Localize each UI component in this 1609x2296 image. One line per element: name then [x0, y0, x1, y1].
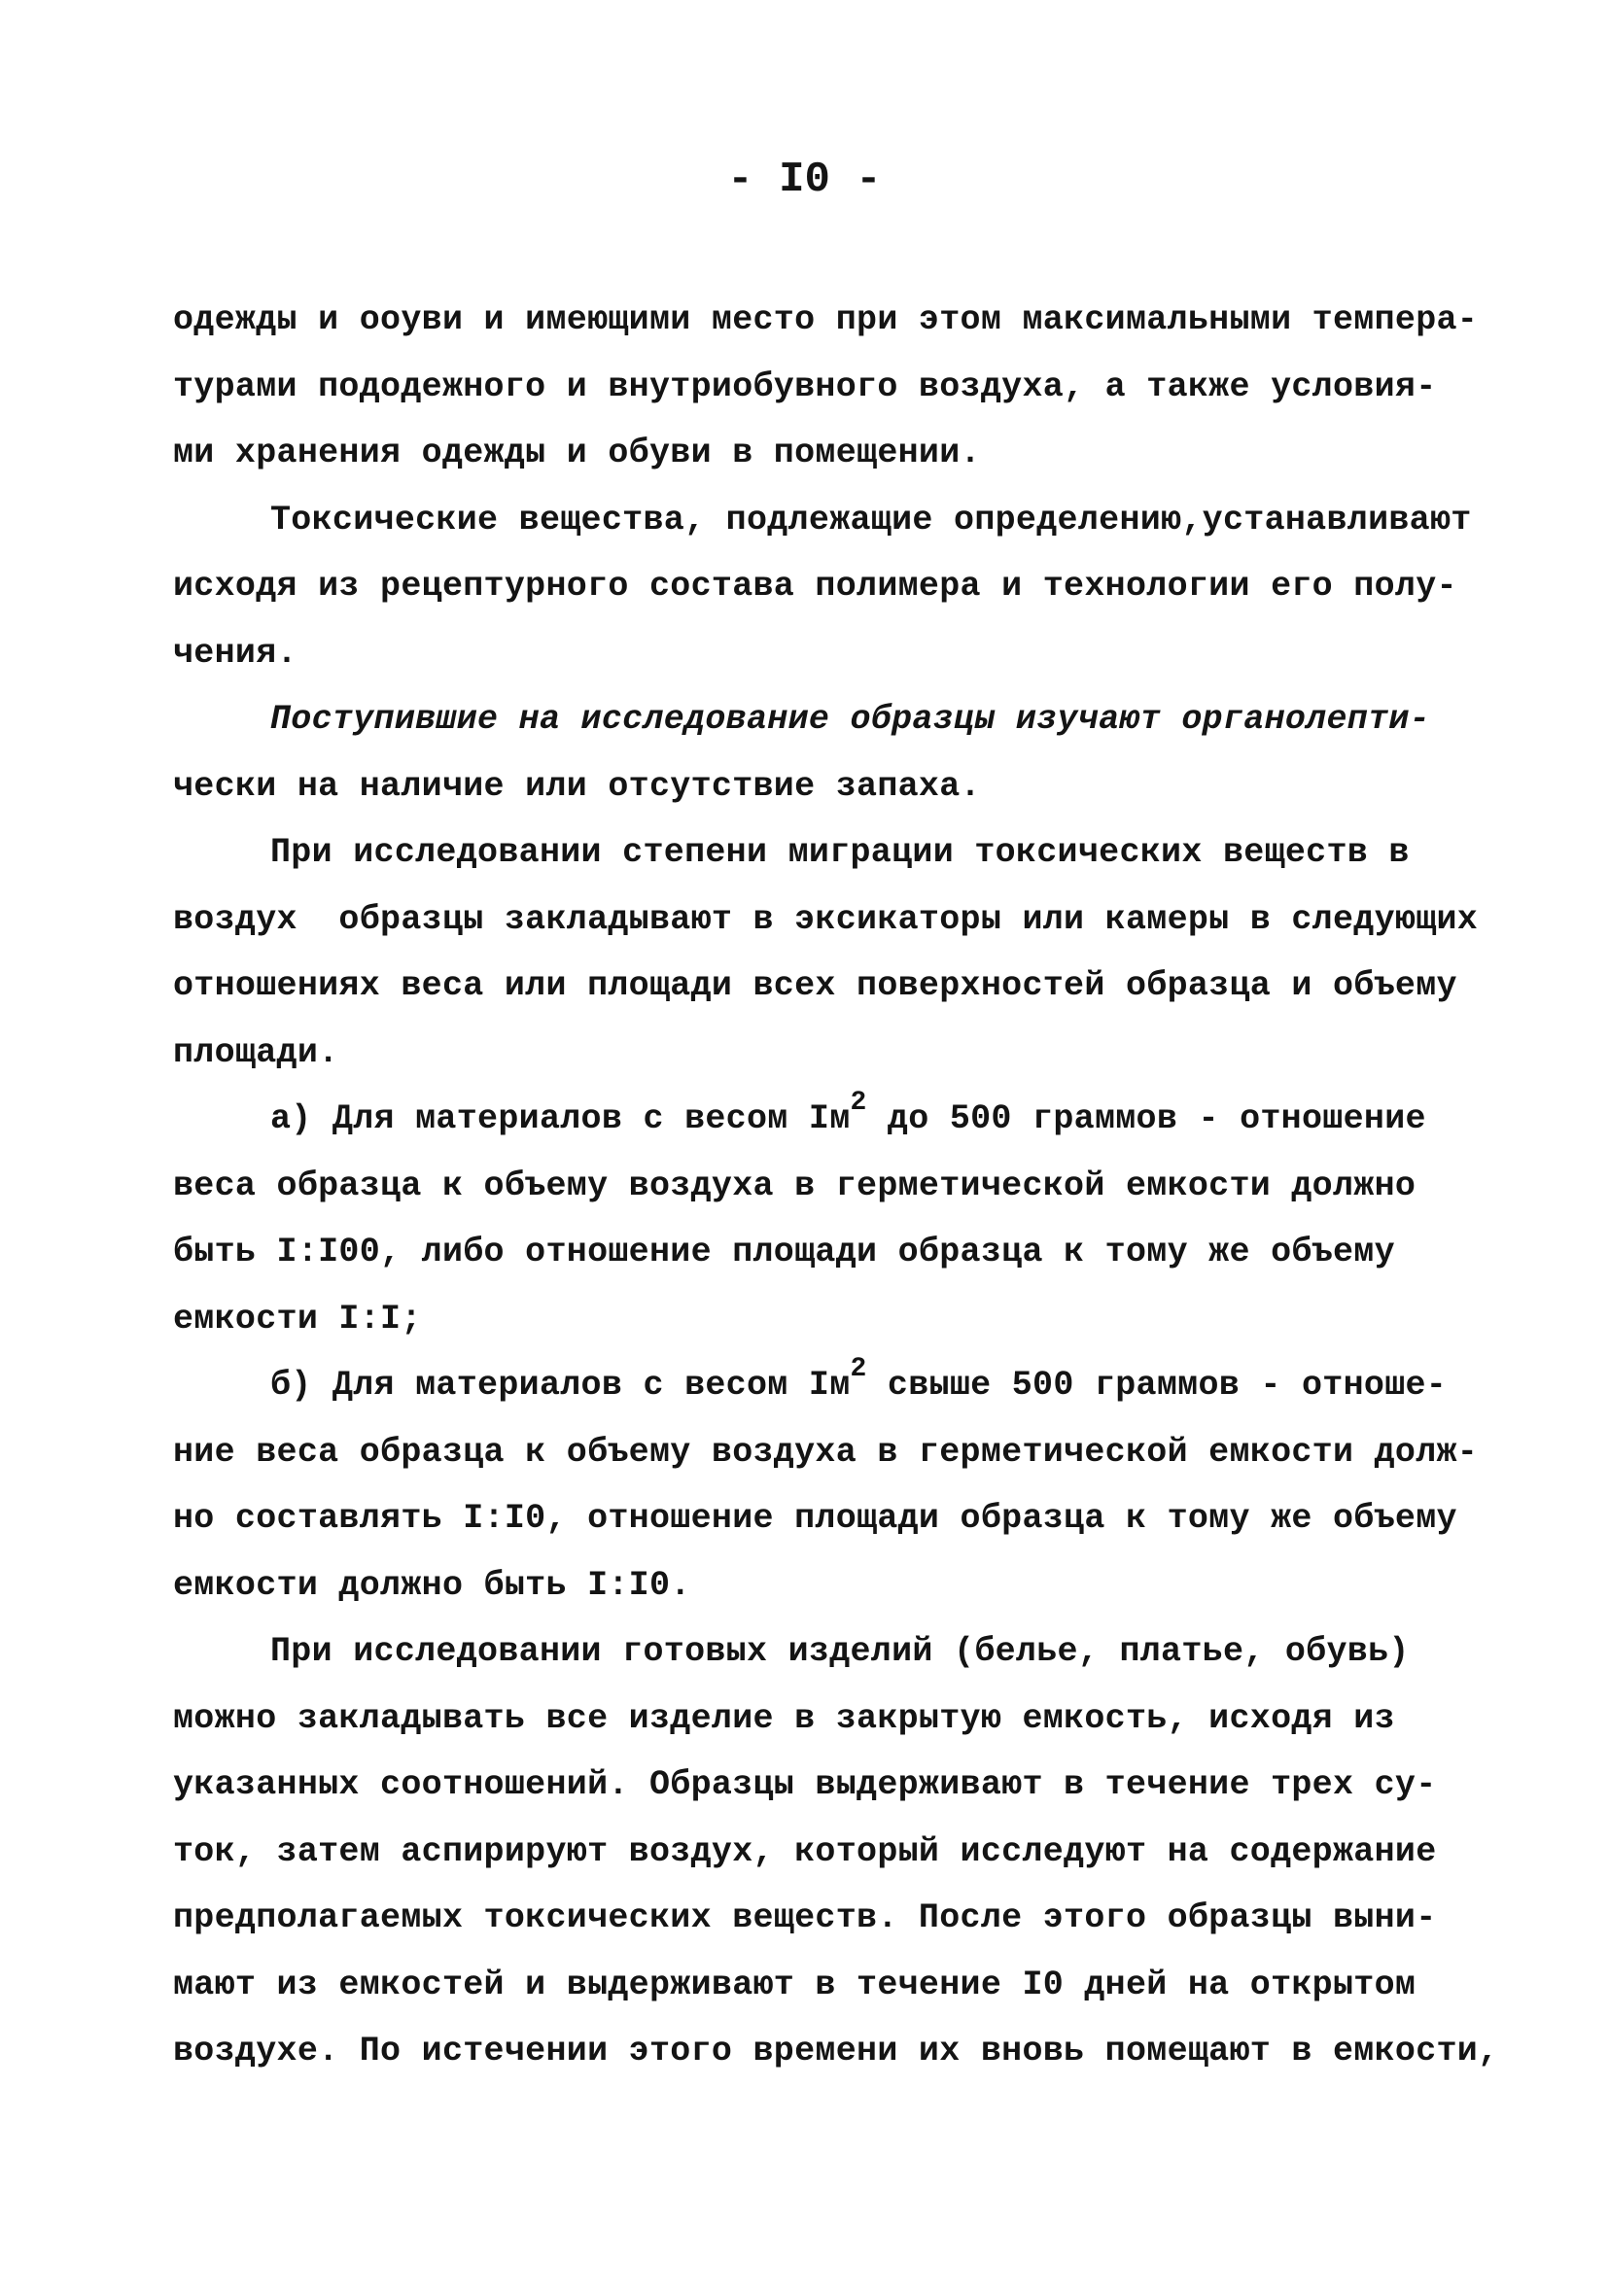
- document-body: [173, 287, 1499, 2085]
- text-line: воздухе. По истечении этого времени их вновь помещают в емкости,: [173, 2032, 1499, 2070]
- text-line: быть I:I00, либо отношение площади образца к тому же объему: [173, 1233, 1395, 1271]
- text-line: ние веса образца к объему воздуха в герметической емкости долж-: [173, 1432, 1479, 1472]
- text-fragment: б) Для материалов с весом Iм: [270, 1366, 851, 1405]
- text-line: мают из емкостей и выдерживают в течение I0 дней на открытом: [173, 1965, 1417, 2004]
- text-line: емкости должно быть I:I0.: [173, 1565, 691, 1605]
- paragraph-start-line: При исследовании готовых изделий (белье, платье, обувь): [270, 1632, 1410, 1671]
- text-fragment: свыше 500 граммов - отноше-: [866, 1366, 1448, 1405]
- paragraph-start-line: [173, 1352, 1476, 1419]
- text-line: отношениях веса или площади всех поверхностей образца и объему: [173, 966, 1457, 1005]
- text-line: турами пододежного и внутриобувного воздуха, а также условия-: [173, 366, 1437, 406]
- text-fragment: до 500 граммов - отношение: [866, 1099, 1426, 1138]
- text-line: одежды и ооуви и имеющими место при этом максимальными темпера-: [173, 300, 1479, 339]
- text-line: исходя из рецептурного состава полимера и технологии его полу-: [173, 567, 1457, 606]
- text-line: чески на наличие или отсутствие запаха.: [173, 766, 981, 806]
- superscript: 2: [850, 1088, 867, 1119]
- text-line: воздух образцы закладывают в эксикаторы или камеры в следующих: [173, 899, 1479, 939]
- text-line: площади.: [173, 1032, 339, 1072]
- text-line: но составлять I:I0, отношение площади образца к тому же объему: [173, 1499, 1457, 1538]
- superscript: 2: [850, 1354, 867, 1385]
- text-line: можно закладывать все изделие в закрытую емкость, исходя из: [173, 1698, 1395, 1738]
- text-line: емкости I:I;: [173, 1299, 422, 1339]
- text-line: веса образца к объему воздуха в герметической емкости должно: [173, 1165, 1417, 1205]
- paragraph-start-line: [173, 1086, 1476, 1153]
- text-line: указанных соотношений. Образцы выдерживают в течение трех су-: [173, 1765, 1437, 1804]
- text-fragment: а) Для материалов с весом Iм: [270, 1099, 851, 1138]
- paragraph-start-line: Токсические вещества, подлежащие определению,устанавливают: [270, 500, 1472, 539]
- text-line: ток, затем аспирируют воздух, который исследуют на содержание: [173, 1831, 1437, 1871]
- text-line: предполагаемых токсических веществ. После этого образцы выни-: [173, 1898, 1437, 1937]
- paragraph-start-line: При исследовании степени миграции токсических веществ в: [270, 833, 1410, 872]
- page-number: - I0 -: [727, 156, 882, 204]
- text-line: ми хранения одежды и обуви в помещении.: [173, 434, 981, 472]
- text-line: чения.: [173, 633, 297, 673]
- paragraph-start-line: Поступившие на исследование образцы изучают органолепти-: [270, 700, 1430, 739]
